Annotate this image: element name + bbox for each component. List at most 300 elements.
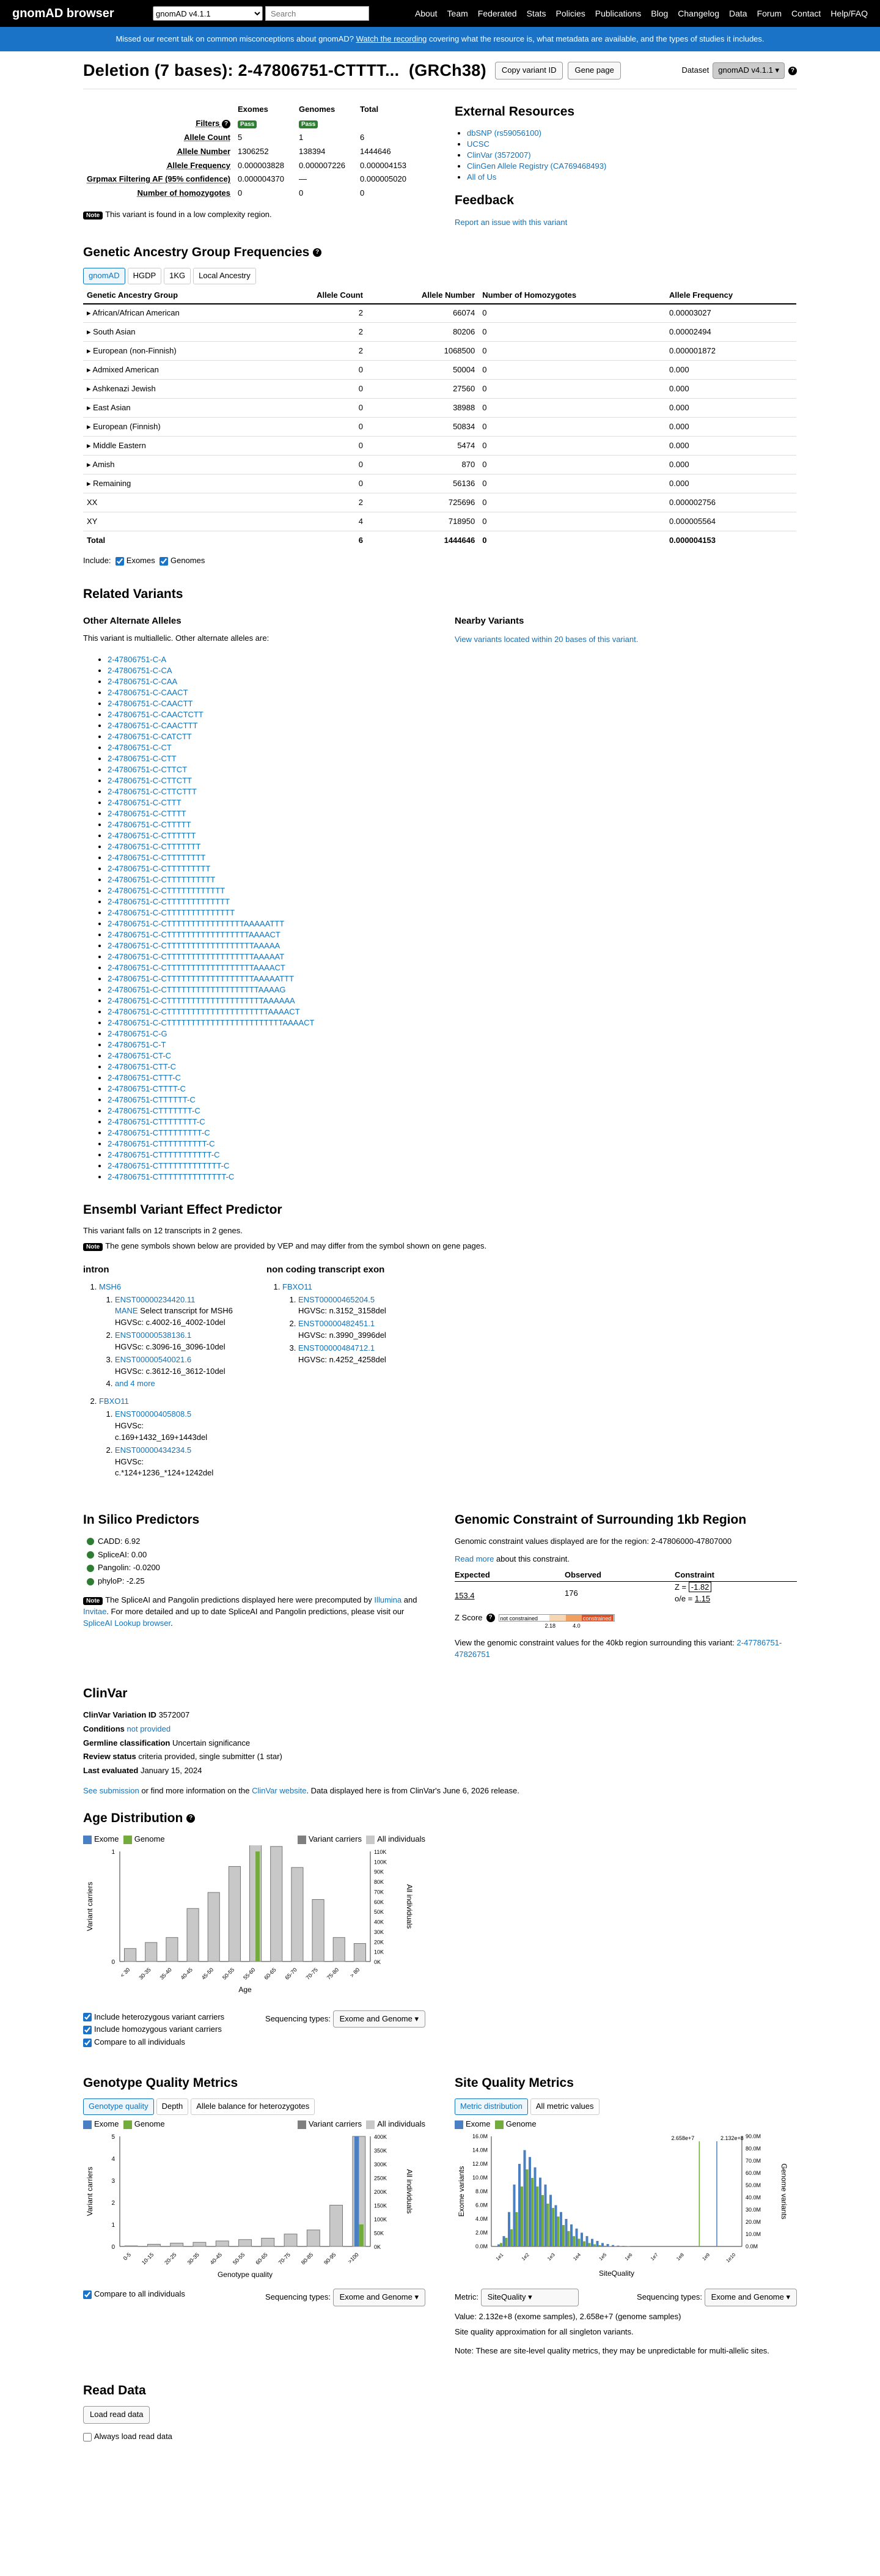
y-tick-label: 1 (111, 2222, 115, 2229)
allele-link[interactable]: 2-47806751-CTTTTTTTTTTTTTT-C (108, 1172, 235, 1181)
tab-sq[interactable]: All metric values (530, 2098, 600, 2115)
bar-exome (586, 2236, 588, 2246)
x-tick-label: >100 (346, 2251, 360, 2265)
clinvar-row: Conditions not provided (83, 1724, 171, 1733)
bar-genome (609, 2246, 612, 2247)
y-tick-label: 0 (111, 2244, 115, 2251)
table-row: ▸ Admixed American 0 50004 0 0.000 (83, 361, 796, 380)
y2-tick-label: 50K (374, 1909, 384, 1916)
gene-link-fbxo11[interactable]: FBXO11 (99, 1397, 129, 1406)
y2-axis-label: All individuals (405, 2169, 414, 2214)
y2-tick-label: 80.0M (746, 2146, 761, 2152)
allele-link[interactable]: 2-47806751-C-CTTTTT (108, 819, 191, 829)
nav-links (415, 7, 868, 20)
y2-tick-label: 150K (374, 2202, 387, 2209)
y2-tick-label: 70K (374, 1889, 384, 1895)
age-checkbox[interactable] (83, 2026, 92, 2034)
expand-icon[interactable]: ▸ (87, 479, 94, 489)
bar-exome (607, 2244, 609, 2246)
sq-chart (455, 2130, 797, 2283)
ancestry-title: Genetic Ancestry Group Frequencies ? (83, 243, 797, 262)
expand-icon[interactable]: ▸ (87, 460, 93, 470)
allele-link[interactable]: 2-47806751-C-CTTTTTTTT (108, 852, 206, 862)
allele-link[interactable]: 2-47806751-CTTTTTTTTTT-C (108, 1139, 215, 1148)
x-tick-label: 75-80 (325, 1966, 340, 1981)
nav-link[interactable]: Team (447, 8, 468, 18)
bar-exome (513, 2185, 516, 2246)
y-tick-label: 4 (111, 2156, 115, 2163)
allele-link[interactable]: 2-47806751-C-CTTTTTTTTTTTTTTTTTTTTTAAAACT (108, 1006, 300, 1016)
help-icon[interactable]: ? (788, 67, 797, 75)
transcript-link[interactable]: ENST00000482451.1 (298, 1319, 375, 1329)
sq-seq-select[interactable]: Exome and Genome ▾ (705, 2289, 797, 2306)
metric-select[interactable]: SiteQuality ▾ (481, 2289, 579, 2306)
tab-sq[interactable]: Metric distribution (455, 2098, 528, 2115)
read-more-link[interactable]: Read more (455, 1554, 494, 1563)
x-tick-label: 1e5 (598, 2252, 608, 2262)
gq-compare-checkbox[interactable] (83, 2290, 92, 2299)
nav-link[interactable]: Contact (791, 8, 821, 18)
allele-link[interactable]: 2-47806751-CTTTTTTT-C (108, 1105, 200, 1115)
freq-row: Allele Count 5 1 6 (184, 132, 365, 142)
dataset-label: Dataset (681, 65, 710, 75)
banner-text-post: covering what the resource is, what metadata are available, and the types of studies it includes. (429, 34, 765, 43)
transcript-link[interactable]: ENST00000465204.5 (298, 1294, 375, 1304)
exomes-checkbox[interactable] (116, 557, 124, 566)
always-load-checkbox[interactable] (83, 2433, 92, 2441)
y2-tick-label: 10.0M (746, 2231, 761, 2238)
bar-all-individuals (333, 1938, 345, 1962)
table-row: ▸ South Asian 2 80206 0 0.00002494 (83, 323, 796, 342)
vep-note: The gene symbols shown below are provided by VEP and may differ from the symbol shown on gene pages. (105, 1241, 487, 1251)
nav-link[interactable]: Help/FAQ (831, 8, 868, 18)
nav-link[interactable]: About (414, 8, 438, 18)
y2-tick-label: 200K (374, 2189, 387, 2196)
age-legend: Exome Genome Variant carriers All individuals (83, 1834, 425, 1845)
tab-gq[interactable]: Allele balance for heterozygotes (191, 2098, 315, 2115)
transcript-link[interactable]: ENST00000540021.6 (115, 1354, 192, 1364)
y2-tick-label: 0K (374, 2244, 381, 2251)
transcript-link[interactable]: ENST00000538136.1 (115, 1330, 192, 1340)
expand-icon[interactable]: ▸ (87, 346, 94, 356)
allele-link[interactable]: 2-47806751-C-CTTTTTT (108, 830, 196, 840)
dataset-selector (681, 62, 797, 79)
gene-page-button[interactable]: Gene page (568, 62, 620, 79)
clinvar-info (83, 1710, 797, 1777)
tab-ancestry[interactable]: Local Ancestry (193, 268, 256, 284)
bar-exome (591, 2239, 593, 2246)
expand-icon[interactable]: ▸ (87, 384, 93, 394)
y-tick-label: 5 (111, 2134, 115, 2141)
bar-genome (583, 2242, 585, 2246)
age-seq-select[interactable]: Exome and Genome ▾ (333, 2010, 425, 2028)
y-tick-label: 0 (111, 1959, 115, 1966)
allele-link[interactable]: 2-47806751-CTTT-C (108, 1072, 181, 1082)
sq-title: Site Quality Metrics (455, 2076, 574, 2091)
allele-link[interactable]: 2-47806751-C-CAACTT (108, 698, 193, 708)
note-badge: Note (83, 1243, 103, 1251)
nav-link[interactable]: Stats (526, 8, 546, 18)
table-row: ▸ Middle Eastern 0 5474 0 0.000 (83, 437, 796, 456)
allele-link[interactable]: 2-47806751-CTT-C (108, 1061, 176, 1071)
y2-tick-label: 30.0M (746, 2207, 761, 2213)
x-tick-label: 60-65 (254, 2251, 269, 2266)
y2-tick-label: 300K (374, 2161, 387, 2168)
freq-row: Grpmax Filtering AF (95% confidence) 0.000004370 — 0.000005020 (87, 174, 406, 184)
bar-exome (497, 2245, 500, 2246)
y2-tick-label: 40K (374, 1919, 384, 1925)
nav-link[interactable]: Federated (477, 8, 517, 18)
nav-link[interactable]: Policies (556, 8, 585, 18)
bar-exome (544, 2185, 547, 2246)
bar-exome (518, 2164, 521, 2246)
expand-icon[interactable]: ▸ (87, 422, 94, 432)
allele-link[interactable]: 2-47806751-C-CTTCTTT (108, 786, 197, 796)
allele-link[interactable]: 2-47806751-C-CATCTT (108, 731, 192, 741)
allele-link[interactable]: 2-47806751-C-CTTTTTTTTTT (108, 874, 216, 884)
bar-genome (599, 2245, 601, 2246)
x-tick-label: 70-75 (277, 2251, 292, 2266)
bar-exome (628, 2246, 630, 2247)
allele-link[interactable]: 2-47806751-CTTTTTTTTTTTTT-C (108, 1161, 230, 1170)
allele-link[interactable]: 2-47806751-CTTTTTTTT-C (108, 1116, 205, 1126)
table-row: XX 2 725696 0 0.000002756 (83, 493, 796, 512)
gq-title: Genotype Quality Metrics (83, 2076, 238, 2091)
allele-link[interactable]: 2-47806751-C-CTTTTTTTTTTTTTTTTTTTTAAAAAA (108, 995, 295, 1005)
vep-title: Ensembl Variant Effect Predictor (83, 1202, 282, 1217)
bar-genome (531, 2178, 534, 2246)
y-tick-label: 6.0M (475, 2202, 488, 2209)
x-tick-label: 1e2 (520, 2252, 530, 2262)
transcript-link[interactable]: ENST00000234420.11 (115, 1294, 196, 1304)
column-header[interactable]: Genetic Ancestry Group (83, 288, 268, 304)
bar-all-individuals (330, 2205, 343, 2247)
column-header[interactable]: Allele Frequency (666, 288, 796, 304)
bar-genome (521, 2187, 523, 2246)
x-tick-label: 1e7 (649, 2252, 659, 2262)
allele-link[interactable]: 2-47806751-CTTTTTTTTT-C (108, 1127, 210, 1137)
allele-list (108, 654, 425, 1183)
bar-genome (557, 2216, 560, 2246)
allele-link[interactable]: 2-47806751-C-CTTTTTTTTTTTTT (108, 896, 230, 906)
bar-genome (547, 2204, 549, 2246)
bar-exome (560, 2212, 562, 2246)
y-tick-label: 8.0M (475, 2188, 488, 2195)
external-link[interactable]: All of Us (467, 172, 497, 182)
bar-genome (537, 2187, 539, 2246)
bar-exome (524, 2150, 526, 2247)
bar-genome (578, 2239, 581, 2247)
external-link[interactable]: dbSNP (rs59056100) (467, 128, 541, 138)
allele-link[interactable]: 2-47806751-C-CTTTTTTTTTTTTTTTTAAAAATTT (108, 918, 285, 928)
age-checkbox[interactable] (83, 2039, 92, 2047)
y2-tick-label: 90K (374, 1869, 384, 1875)
vep-text: This variant falls on 12 transcripts in 2 genes. (83, 1226, 243, 1236)
column-header[interactable]: Allele Count (268, 288, 367, 304)
x-tick-label: 40-45 (179, 1966, 194, 1981)
x-tick-label: 1e3 (546, 2252, 556, 2262)
pass-badge: Pass (299, 120, 318, 128)
y2-tick-label: 60.0M (746, 2170, 761, 2177)
x-tick-label: 80-85 (299, 2251, 315, 2266)
insilico-note: Note The SpliceAI and Pangolin predictions displayed here were precomputed by Illumina and Invitae. For more detailed and up to date SpliceAI and Pangolin predictions, please visit our SpliceAI Lookup browser. (83, 1595, 417, 1628)
x-tick-label: 50-55 (221, 1966, 236, 1981)
bar-all-individuals (187, 1908, 199, 1962)
external-link[interactable]: UCSC (467, 139, 490, 149)
allele-link[interactable]: 2-47806751-C-CTTTTTTTTTTTTTTTTTTAAAAA (108, 940, 280, 950)
feedback-title: Feedback (455, 193, 514, 207)
insilico-list (87, 1536, 425, 1587)
allele-link[interactable]: 2-47806751-C-CAA (108, 676, 178, 686)
gq-seq-select[interactable]: Exome and Genome ▾ (333, 2289, 425, 2306)
allele-link[interactable]: 2-47806751-C-CTT (108, 753, 177, 763)
allele-link[interactable]: 2-47806751-C-CTTTTTTTTTTTT (108, 885, 226, 895)
x-tick-label: 1e4 (572, 2252, 582, 2262)
tab-ancestry[interactable]: gnomAD (83, 268, 125, 284)
age-title: Age Distribution ? (83, 1809, 797, 1828)
allele-link[interactable]: 2-47806751-C-CTTTT (108, 808, 186, 818)
table-row: ▸ Remaining 0 56136 0 0.000 (83, 474, 796, 493)
table-row: ▸ Ashkenazi Jewish 0 27560 0 0.000 (83, 380, 796, 399)
bar-all-individuals (262, 2238, 274, 2247)
gene-link-msh6[interactable]: MSH6 (99, 1282, 122, 1291)
bar-all-individuals (216, 2241, 229, 2246)
y2-axis-label: All individuals (405, 1884, 414, 1929)
table-row: ▸ African/African American 2 66074 0 0.00003027 (83, 304, 796, 323)
bar-all-individuals (292, 1867, 303, 1962)
age-checkbox[interactable] (83, 2013, 92, 2021)
pass-badge: Pass (238, 120, 257, 128)
y-tick-label: 4.0M (475, 2216, 488, 2223)
predictor-item: SpliceAI: 0.00 (87, 1549, 425, 1561)
allele-link[interactable]: 2-47806751-C-A (108, 654, 167, 664)
table-row: ▸ European (Finnish) 0 50834 0 0.000 (83, 418, 796, 437)
bar-exome (534, 2168, 537, 2246)
gene-link-fbxo11[interactable]: FBXO11 (282, 1282, 312, 1291)
bar-all-individuals (166, 1938, 178, 1962)
total-row: Total 6 1444646 0 0.000004153 (87, 536, 716, 545)
external-links (467, 128, 797, 183)
bar-genome (562, 2225, 565, 2246)
external-resources-title: External Resources (455, 105, 575, 119)
expand-icon[interactable]: ▸ (87, 327, 94, 337)
genomes-checkbox[interactable] (160, 557, 168, 566)
dataset-dropdown[interactable]: gnomAD v4.1.1 ▾ (713, 62, 785, 79)
expand-icon[interactable]: ▸ (87, 403, 94, 413)
status-dot-icon (87, 1565, 94, 1572)
tab-ancestry[interactable]: 1KG (164, 268, 191, 284)
allele-link[interactable]: 2-47806751-C-CTTTTTTTTTTTTTTTTTTAAAACT (108, 962, 285, 972)
column-header[interactable]: Allele Number (367, 288, 479, 304)
x-tick-label: 1e8 (675, 2252, 685, 2262)
allele-link[interactable]: 2-47806751-C-CAACTTT (108, 720, 198, 730)
y-tick-label: 12.0M (472, 2161, 488, 2168)
bar-all-individuals (125, 1949, 136, 1962)
allele-link[interactable]: 2-47806751-C-CAACT (108, 687, 188, 697)
clinvar-links: See submission or find more information on the ClinVar website. Data displayed here is from ClinVar's June 6, 2026 release. (83, 1786, 519, 1796)
bar-genome (510, 2229, 513, 2246)
status-dot-icon (87, 1538, 94, 1545)
allele-link[interactable]: 2-47806751-C-CTTTTTTTTTTTTTT (108, 907, 235, 917)
allele-link[interactable]: 2-47806751-C-CTTCT (108, 764, 188, 774)
nav-link[interactable]: Publications (595, 8, 642, 18)
column-header[interactable]: Number of Homozygotes (479, 288, 666, 304)
announcement-banner (0, 27, 880, 51)
other-alleles-text: This variant is multiallelic. Other alternate alleles are: (83, 633, 270, 643)
x-tick-label: 70-75 (304, 1966, 319, 1981)
bar-exome (539, 2178, 541, 2247)
help-icon: ? (186, 1814, 195, 1823)
x-tick-label: 30-35 (138, 1966, 152, 1981)
bar-all-individuals (271, 1847, 282, 1962)
bar-exome (508, 2212, 510, 2246)
allele-link[interactable]: 2-47806751-CTTTTTT-C (108, 1094, 196, 1104)
intron-title: intron (83, 1264, 109, 1275)
allele-link[interactable]: 2-47806751-CTTTTTTTTTTT-C (108, 1150, 220, 1159)
y2-tick-label: 400K (374, 2134, 387, 2141)
tab-ancestry[interactable]: HGDP (128, 268, 162, 284)
gq-tabs (83, 2098, 425, 2115)
zscore-scale: Z Score ? not constrained constrained 2.18 4.0 (455, 1612, 797, 1624)
y2-tick-label: 20K (374, 1939, 384, 1946)
mane-link[interactable]: MANE (115, 1306, 138, 1316)
bar-genome (588, 2243, 591, 2247)
y2-tick-label: 100K (374, 2216, 387, 2223)
low-complexity-note: This variant is found in a low complexity region. (105, 210, 272, 220)
bar-all-individuals (239, 2240, 252, 2246)
table-row: XY 4 718950 0 0.000005564 (83, 512, 796, 531)
x-tick-label: 30-35 (186, 2251, 200, 2266)
insilico-title: In Silico Predictors (83, 1513, 200, 1527)
y2-tick-label: 0.0M (746, 2243, 758, 2250)
x-tick-label: 65-70 (284, 1966, 298, 1981)
bar-exome (529, 2157, 531, 2246)
more-transcripts-link[interactable]: and 4 more (115, 1379, 155, 1389)
allele-link[interactable]: 2-47806751-C-CTTTTTTT (108, 841, 201, 851)
allele-link[interactable]: 2-47806751-C-CT (108, 742, 172, 752)
sq-note: Note: These are site-level quality metrics, they may be unpredictable for multi-allelic sites. (455, 2345, 769, 2355)
banner-link[interactable]: Watch the recording (356, 34, 427, 43)
nearby-link[interactable]: View variants located within 20 bases of this variant. (455, 635, 639, 644)
allele-link[interactable]: 2-47806751-C-CAACTCTT (108, 709, 204, 719)
y-tick-label: 3 (111, 2178, 115, 2185)
allele-link[interactable]: 2-47806751-C-CTTTTTTTTT (108, 863, 211, 873)
marker-genome-label: 2.658e+7 (671, 2135, 695, 2142)
allele-link[interactable]: 2-47806751-CTTTT-C (108, 1083, 186, 1093)
clinvar-row: Review status criteria provided, single submitter (1 star) (83, 1752, 282, 1762)
other-alleles-title: Other Alternate Alleles (83, 616, 182, 627)
x-tick-label: 1e9 (701, 2252, 711, 2262)
dataset-select[interactable] (153, 6, 263, 21)
bar-genome (552, 2208, 554, 2246)
read-data-title: Read Data (83, 2383, 146, 2397)
related-title: Related Variants (83, 586, 183, 601)
nav-link[interactable]: Blog (651, 8, 669, 18)
brand-logo[interactable]: gnomAD browser (12, 6, 114, 20)
status-dot-icon (87, 1578, 94, 1585)
allele-link[interactable]: 2-47806751-C-T (108, 1039, 166, 1049)
bar-exome (581, 2233, 583, 2247)
y-tick-label: 10.0M (472, 2174, 488, 2181)
allele-link[interactable]: 2-47806751-C-CTTTTTTTTTTTTTTTTTTTTTTTTAAAACT (108, 1017, 315, 1027)
transcript-link[interactable]: ENST00000484712.1 (298, 1343, 375, 1353)
expand-icon[interactable]: ▸ (87, 308, 93, 318)
transcript-link[interactable]: ENST00000434234.5 (115, 1445, 192, 1455)
transcript-link[interactable]: ENST00000405808.5 (115, 1409, 192, 1419)
allele-link[interactable]: 2-47806751-C-CTTTTTTTTTTTTTTTTTTAAAAAT (108, 951, 285, 961)
y2-tick-label: 30K (374, 1929, 384, 1936)
bar-all-individuals (312, 1900, 324, 1962)
bar-genome (505, 2238, 508, 2246)
search-input[interactable] (265, 6, 369, 21)
bar-genome (541, 2195, 544, 2246)
allele-link[interactable]: 2-47806751-C-CTTT (108, 797, 182, 807)
tab-gq[interactable]: Genotype quality (83, 2098, 154, 2115)
allele-link[interactable]: 2-47806751-CT-C (108, 1050, 172, 1060)
bar-all-individuals (170, 2243, 183, 2246)
allele-link[interactable]: 2-47806751-C-CTTTTTTTTTTTTTTTTTTTAAAAG (108, 984, 286, 994)
load-read-data-button[interactable]: Load read data (83, 2406, 150, 2424)
bar-exome (570, 2224, 573, 2246)
x-axis-label: Age (238, 1985, 252, 1995)
table-row: ▸ European (non-Finnish) 2 1068500 0 0.000001872 (83, 342, 796, 361)
frequency-table: Exomes Genomes Total Filters ? Pass Pass Allele Count 5 1 6 Allele Number 1306252 138394 1444646 Allele Frequency 0.000003828 0.000007226 0.000004153 Grpmax Filtering AF (95% confidence) 0.000004370 — 0.000005020 Number of homozygotes 0 0 0 (83, 103, 417, 201)
nav-link[interactable]: Data (729, 8, 747, 18)
bar-exome (549, 2195, 552, 2246)
constraint-view: View the genomic constraint values for the 40kb region surrounding this variant: 2-47786751-47826751 (455, 1637, 782, 1659)
y-tick-label: 2 (111, 2200, 115, 2207)
include-row: Include: Exomes Genomes (83, 555, 205, 565)
y2-tick-label: 0K (374, 1959, 381, 1966)
bar-genome (516, 2212, 518, 2246)
variant-header (83, 51, 797, 89)
ancestry-tabs (83, 268, 797, 284)
clinvar-row: ClinVar Variation ID 3572007 (83, 1710, 190, 1719)
nav-link[interactable]: Forum (757, 8, 782, 18)
bar-all-individuals (307, 2230, 320, 2246)
allele-link[interactable]: 2-47806751-C-CA (108, 665, 172, 675)
allele-link[interactable]: 2-47806751-C-G (108, 1028, 167, 1038)
expand-icon[interactable]: ▸ (87, 441, 94, 451)
predictor-item: CADD: 6.92 (87, 1536, 425, 1548)
x-axis-label: Genotype quality (217, 2270, 273, 2279)
clinvar-row: Germline classification Uncertain significance (83, 1738, 251, 1747)
y2-tick-label: 350K (374, 2147, 387, 2154)
y2-tick-label: 50K (374, 2230, 384, 2237)
noncoding-title: non coding transcript exon (266, 1264, 385, 1275)
report-issue-link[interactable]: Report an issue with this variant (455, 218, 568, 227)
y2-tick-label: 70.0M (746, 2158, 761, 2165)
tab-gq[interactable]: Depth (156, 2098, 189, 2115)
expand-icon[interactable]: ▸ (87, 365, 93, 375)
y2-tick-label: 40.0M (746, 2194, 761, 2201)
bar-exome (576, 2229, 578, 2246)
external-link[interactable]: ClinGen Allele Registry (CA769468493) (467, 161, 607, 171)
y2-tick-label: 10K (374, 1949, 384, 1955)
allele-link[interactable]: 2-47806751-C-CTTCTT (108, 775, 192, 785)
bar-genome (255, 1851, 260, 1962)
y-axis-label: Exome variants (457, 2166, 466, 2217)
allele-link[interactable]: 2-47806751-C-CTTTTTTTTTTTTTTTTTAAAACT (108, 929, 280, 939)
copy-variant-id-button[interactable]: Copy variant ID (495, 62, 563, 79)
bar-genome (526, 2169, 529, 2246)
allele-link[interactable]: 2-47806751-C-CTTTTTTTTTTTTTTTTTTAAAAATTT (108, 973, 295, 983)
y-axis-label: Variant carriers (86, 1881, 94, 1932)
external-link[interactable]: ClinVar (3572007) (467, 150, 531, 160)
sq-tabs (455, 2098, 797, 2115)
table-row: ▸ Amish 0 870 0 0.000 (83, 456, 796, 474)
nav-link[interactable]: Changelog (678, 8, 720, 18)
